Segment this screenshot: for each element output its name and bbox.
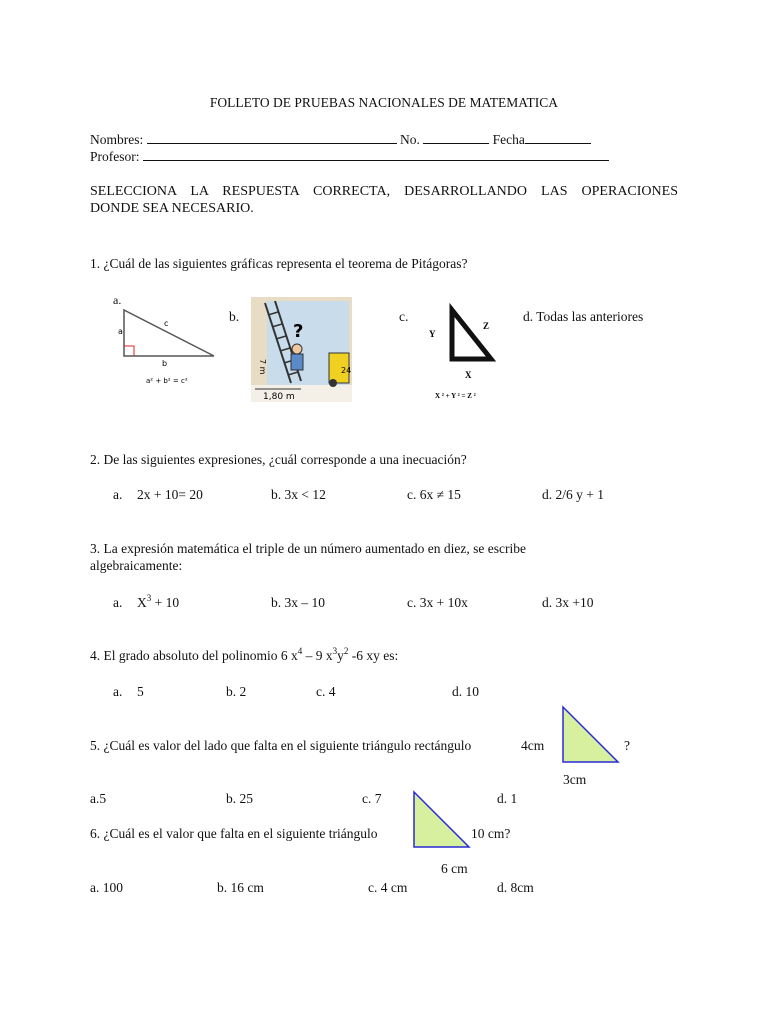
q6-option-a[interactable]: a. 100 [90,880,123,895]
q2-option-d[interactable]: d. 2/6 y + 1 [542,487,604,502]
q5-triangle-shape [563,707,618,762]
q4-option-a[interactable]: 5 [137,684,144,699]
question-2: 2. De las siguientes expresiones, ¿cuál corresponde a una inecuación? [90,452,467,467]
q6-side-hyp: 10 cm? [471,826,511,841]
fig-a-formula: a² + b² = c² [146,377,188,385]
q4-option-b[interactable]: b. 2 [226,684,247,699]
question-5: 5. ¿Cuál es valor del lado que falta en el siguiente triángulo rectángulo [90,738,472,753]
q3-option-d[interactable]: d. 3x +10 [542,595,594,610]
q1-figure-b-ladder-cartoon [251,297,352,402]
fig-a-side-c: c [164,319,169,328]
q5-option-b[interactable]: b. 25 [226,791,253,806]
fig-b-base: 1,80 m [263,392,295,402]
q4-option-d[interactable]: d. 10 [452,684,479,699]
q6-triangle [411,789,473,851]
q6-triangle-shape [414,792,469,847]
right-angle-mark [124,346,134,356]
q5-side-left: 4cm [521,738,545,753]
figure-c-triangle [452,310,491,359]
q1-option-b[interactable]: b. [229,309,240,324]
no-field[interactable] [423,131,489,144]
q6-option-d[interactable]: d. 8cm [497,880,534,895]
profesor-row [90,148,609,165]
fig-c-z: Z [483,321,490,331]
fig-a-side-b: b [162,359,168,368]
q2-option-a-letter: a. [113,487,123,502]
q6-option-c[interactable]: c. 4 cm [368,880,408,895]
no-label: No. [400,132,420,147]
q3-option-a-letter: a. [113,595,123,610]
q5-option-c[interactable]: c. 7 [362,791,382,806]
q2-option-b[interactable]: b. 3x < 12 [271,487,326,502]
question-6: 6. ¿Cuál es el valor que falta en el siguiente triángulo [90,826,378,841]
q5-triangle [560,704,622,766]
fig-c-formula: X ² + Y ² = Z ² [435,392,476,400]
nombres-field[interactable] [147,131,397,144]
profesor-label: Profesor: [90,149,140,164]
q1-figure-c [425,303,505,407]
q5-side-hyp: ? [624,738,630,753]
q6-side-bottom: 6 cm [441,861,468,876]
q5-option-a[interactable]: a.5 [90,791,107,806]
question-4: 4. El grado absoluto del polinomio 6 $x^4 - 9$ $x^3y^2$ -6 xy es: [90,646,399,663]
q5-option-d[interactable]: d. 1 [497,791,518,806]
q3-option-c[interactable]: c. 3x + 10x [407,595,468,610]
question-3-line1: 3. La expresión matemática el triple de un número aumentado en diez, se escribe [90,541,526,556]
q1-option-a[interactable]: a. [113,293,122,307]
q2-option-a[interactable]: 2x + 10= 20 [137,487,203,502]
q3-option-b[interactable]: b. 3x – 10 [271,595,325,610]
profesor-field[interactable] [143,148,609,161]
q4-option-c[interactable]: c. 4 [316,684,336,699]
question-3-line2: algebraicamente: [90,558,183,573]
instructions-line1: SELECCIONA LA RESPUESTA CORRECTA, DESARROLLANDO LAS OPERACIONES [90,184,678,199]
figure-a-triangle [124,310,214,356]
instructions-line2: DONDE SEA NECESARIO. [90,201,254,216]
fecha-field[interactable] [525,131,591,144]
q6-option-b[interactable]: b. 16 cm [217,880,264,895]
q1-option-c[interactable]: c. [399,309,409,324]
fig-c-y: Y [429,329,436,339]
question-1: 1. ¿Cuál de las siguientes gráficas representa el teorema de Pitágoras? [90,256,468,271]
page-title: FOLLETO DE PRUEBAS NACIONALES DE MATEMATICA [209,95,559,110]
fecha-label: Fecha [492,132,525,147]
fig-b-height: 7 m [258,359,267,375]
fig-a-side-a: a [118,327,123,336]
q2-option-c[interactable]: c. 6x ≠ 15 [407,487,461,502]
nombres-row [90,131,591,148]
q1-option-d[interactable]: d. Todas las anteriores [523,309,644,324]
question-mark: ? [293,321,304,342]
forklift-badge: 24 [341,366,352,375]
q5-side-bottom: 3cm [563,772,587,787]
q4-option-a-letter: a. [113,684,123,699]
q3-option-a[interactable]: $X^3 + 10$ [137,593,180,610]
nombres-label: Nombres: [90,132,144,147]
q1-figure-a [110,300,220,390]
worker [292,344,302,354]
fig-c-x: X [465,370,472,380]
